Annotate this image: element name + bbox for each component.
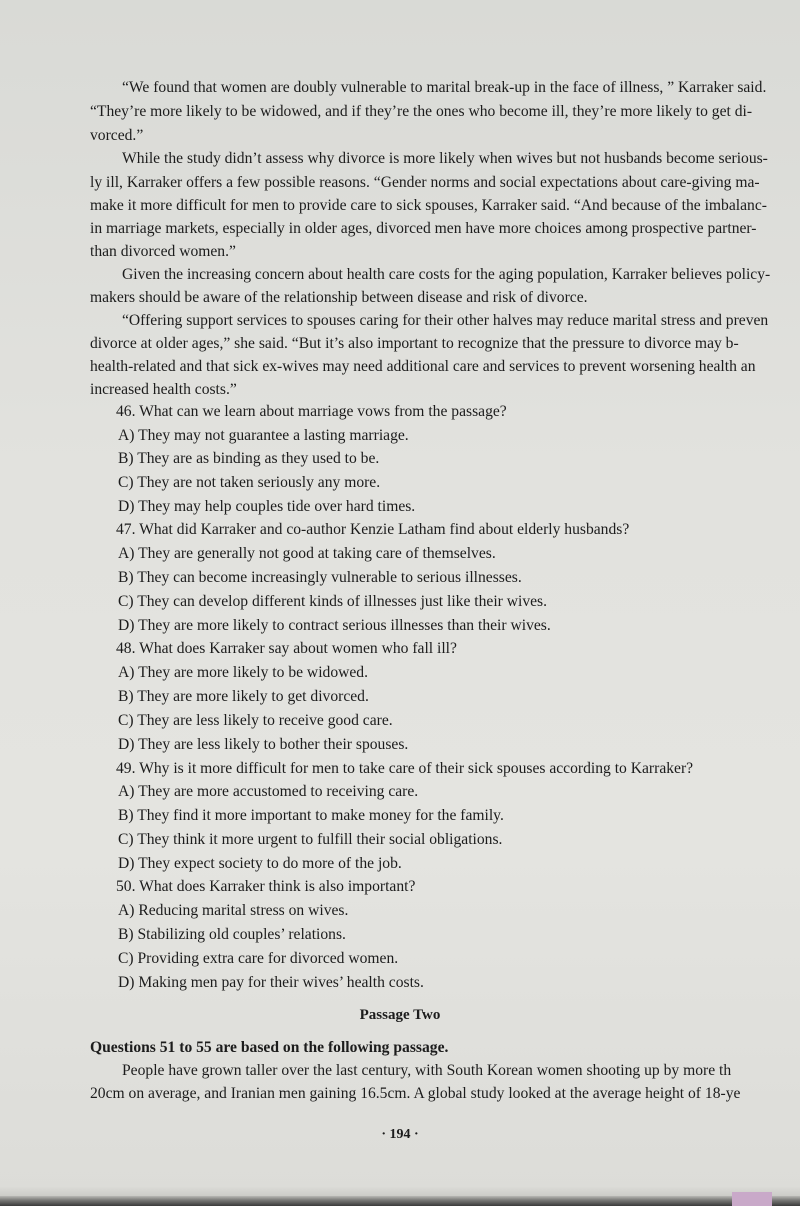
body-text-line: Given the increasing concern about health care costs for the aging population, Karraker believes policy- xyxy=(122,266,771,283)
question-50: 50. What does Karraker think is also important? xyxy=(116,878,416,895)
question-46: 46. What can we learn about marriage vows from the passage? xyxy=(116,403,507,420)
option-48a: A) They are more likely to be widowed. xyxy=(118,664,369,681)
body-text-line: “Offering support services to spouses caring for their other halves may reduce marital stress and preven xyxy=(122,312,769,329)
option-46a: A) They may not guarantee a lasting marriage. xyxy=(118,427,409,444)
option-49d: D) They expect society to do more of the job. xyxy=(118,855,402,872)
option-46b: B) They are as binding as they used to be. xyxy=(118,450,380,467)
option-47b: B) They can become increasingly vulnerable to serious illnesses. xyxy=(118,569,522,586)
question-48: 48. What does Karraker say about women who fall ill? xyxy=(116,640,457,657)
option-46d: D) They may help couples tide over hard times. xyxy=(118,498,416,515)
body-text-line: makers should be aware of the relationship between disease and risk of divorce. xyxy=(90,289,588,306)
option-49c: C) They think it more urgent to fulfill their social obligations. xyxy=(118,831,503,848)
question-49: 49. Why is it more difficult for men to take care of their sick spouses according to Karraker? xyxy=(116,760,694,777)
body-text-line: in marriage markets, especially in older ages, divorced men have more choices among prospective partner- xyxy=(90,220,757,237)
page-number: · 194 · xyxy=(381,1127,419,1142)
option-46c: C) They are not taken seriously any more. xyxy=(118,474,381,491)
body-text-line: ly ill, Karraker offers a few possible reasons. “Gender norms and social expectations about care-giving ma- xyxy=(90,174,760,191)
option-50a: A) Reducing marital stress on wives. xyxy=(118,902,349,919)
questions-instruction: Questions 51 to 55 are based on the following passage. xyxy=(90,1039,449,1056)
option-49a: A) They are more accustomed to receiving care. xyxy=(118,783,419,800)
option-50b: B) Stabilizing old couples’ relations. xyxy=(118,926,346,943)
body-text-line: increased health costs.” xyxy=(90,381,237,398)
option-48b: B) They are more likely to get divorced. xyxy=(118,688,369,705)
option-47a: A) They are generally not good at taking care of themselves. xyxy=(118,545,496,562)
body-text-line: “We found that women are doubly vulnerable to marital break-up in the face of illness, ” Karraker said. xyxy=(122,79,767,96)
option-49b: B) They find it more important to make money for the family. xyxy=(118,807,504,824)
option-47c: C) They can develop different kinds of illnesses just like their wives. xyxy=(118,593,548,610)
body-text-line: make it more difficult for men to provide care to sick spouses, Karraker said. “And because of the imbalanc- xyxy=(90,197,767,214)
option-50d: D) Making men pay for their wives’ health costs. xyxy=(118,974,424,991)
body-text-line: divorce at older ages,” she said. “But it’s also important to recognize that the pressure to divorce may b- xyxy=(90,335,739,352)
body-text-line: People have grown taller over the last century, with South Korean women shooting up by more th xyxy=(122,1062,732,1079)
body-text-line: “They’re more likely to be widowed, and if they’re the ones who become ill, they’re more likely to get di- xyxy=(90,103,753,120)
body-text-line: 20cm on average, and Iranian men gaining 16.5cm. A global study looked at the average height of 18-ye xyxy=(90,1085,741,1102)
page-bottom-edge xyxy=(0,1196,800,1206)
option-47d: D) They are more likely to contract serious illnesses than their wives. xyxy=(118,617,551,634)
body-text-line: than divorced women.” xyxy=(90,243,236,260)
body-text-line: vorced.” xyxy=(90,127,144,144)
body-text-line: health-related and that sick ex-wives may need additional care and services to prevent worsening health an xyxy=(90,358,756,375)
question-47: 47. What did Karraker and co-author Kenzie Latham find about elderly husbands? xyxy=(116,521,630,538)
page-shadow xyxy=(0,1186,800,1196)
option-48c: C) They are less likely to receive good care. xyxy=(118,712,393,729)
option-48d: D) They are less likely to bother their spouses. xyxy=(118,736,409,753)
page-edge-mark xyxy=(732,1192,772,1206)
option-50c: C) Providing extra care for divorced women. xyxy=(118,950,399,967)
section-heading: Passage Two xyxy=(359,1007,441,1023)
body-text-line: While the study didn’t assess why divorce is more likely when wives but not husbands become serious- xyxy=(122,150,768,167)
